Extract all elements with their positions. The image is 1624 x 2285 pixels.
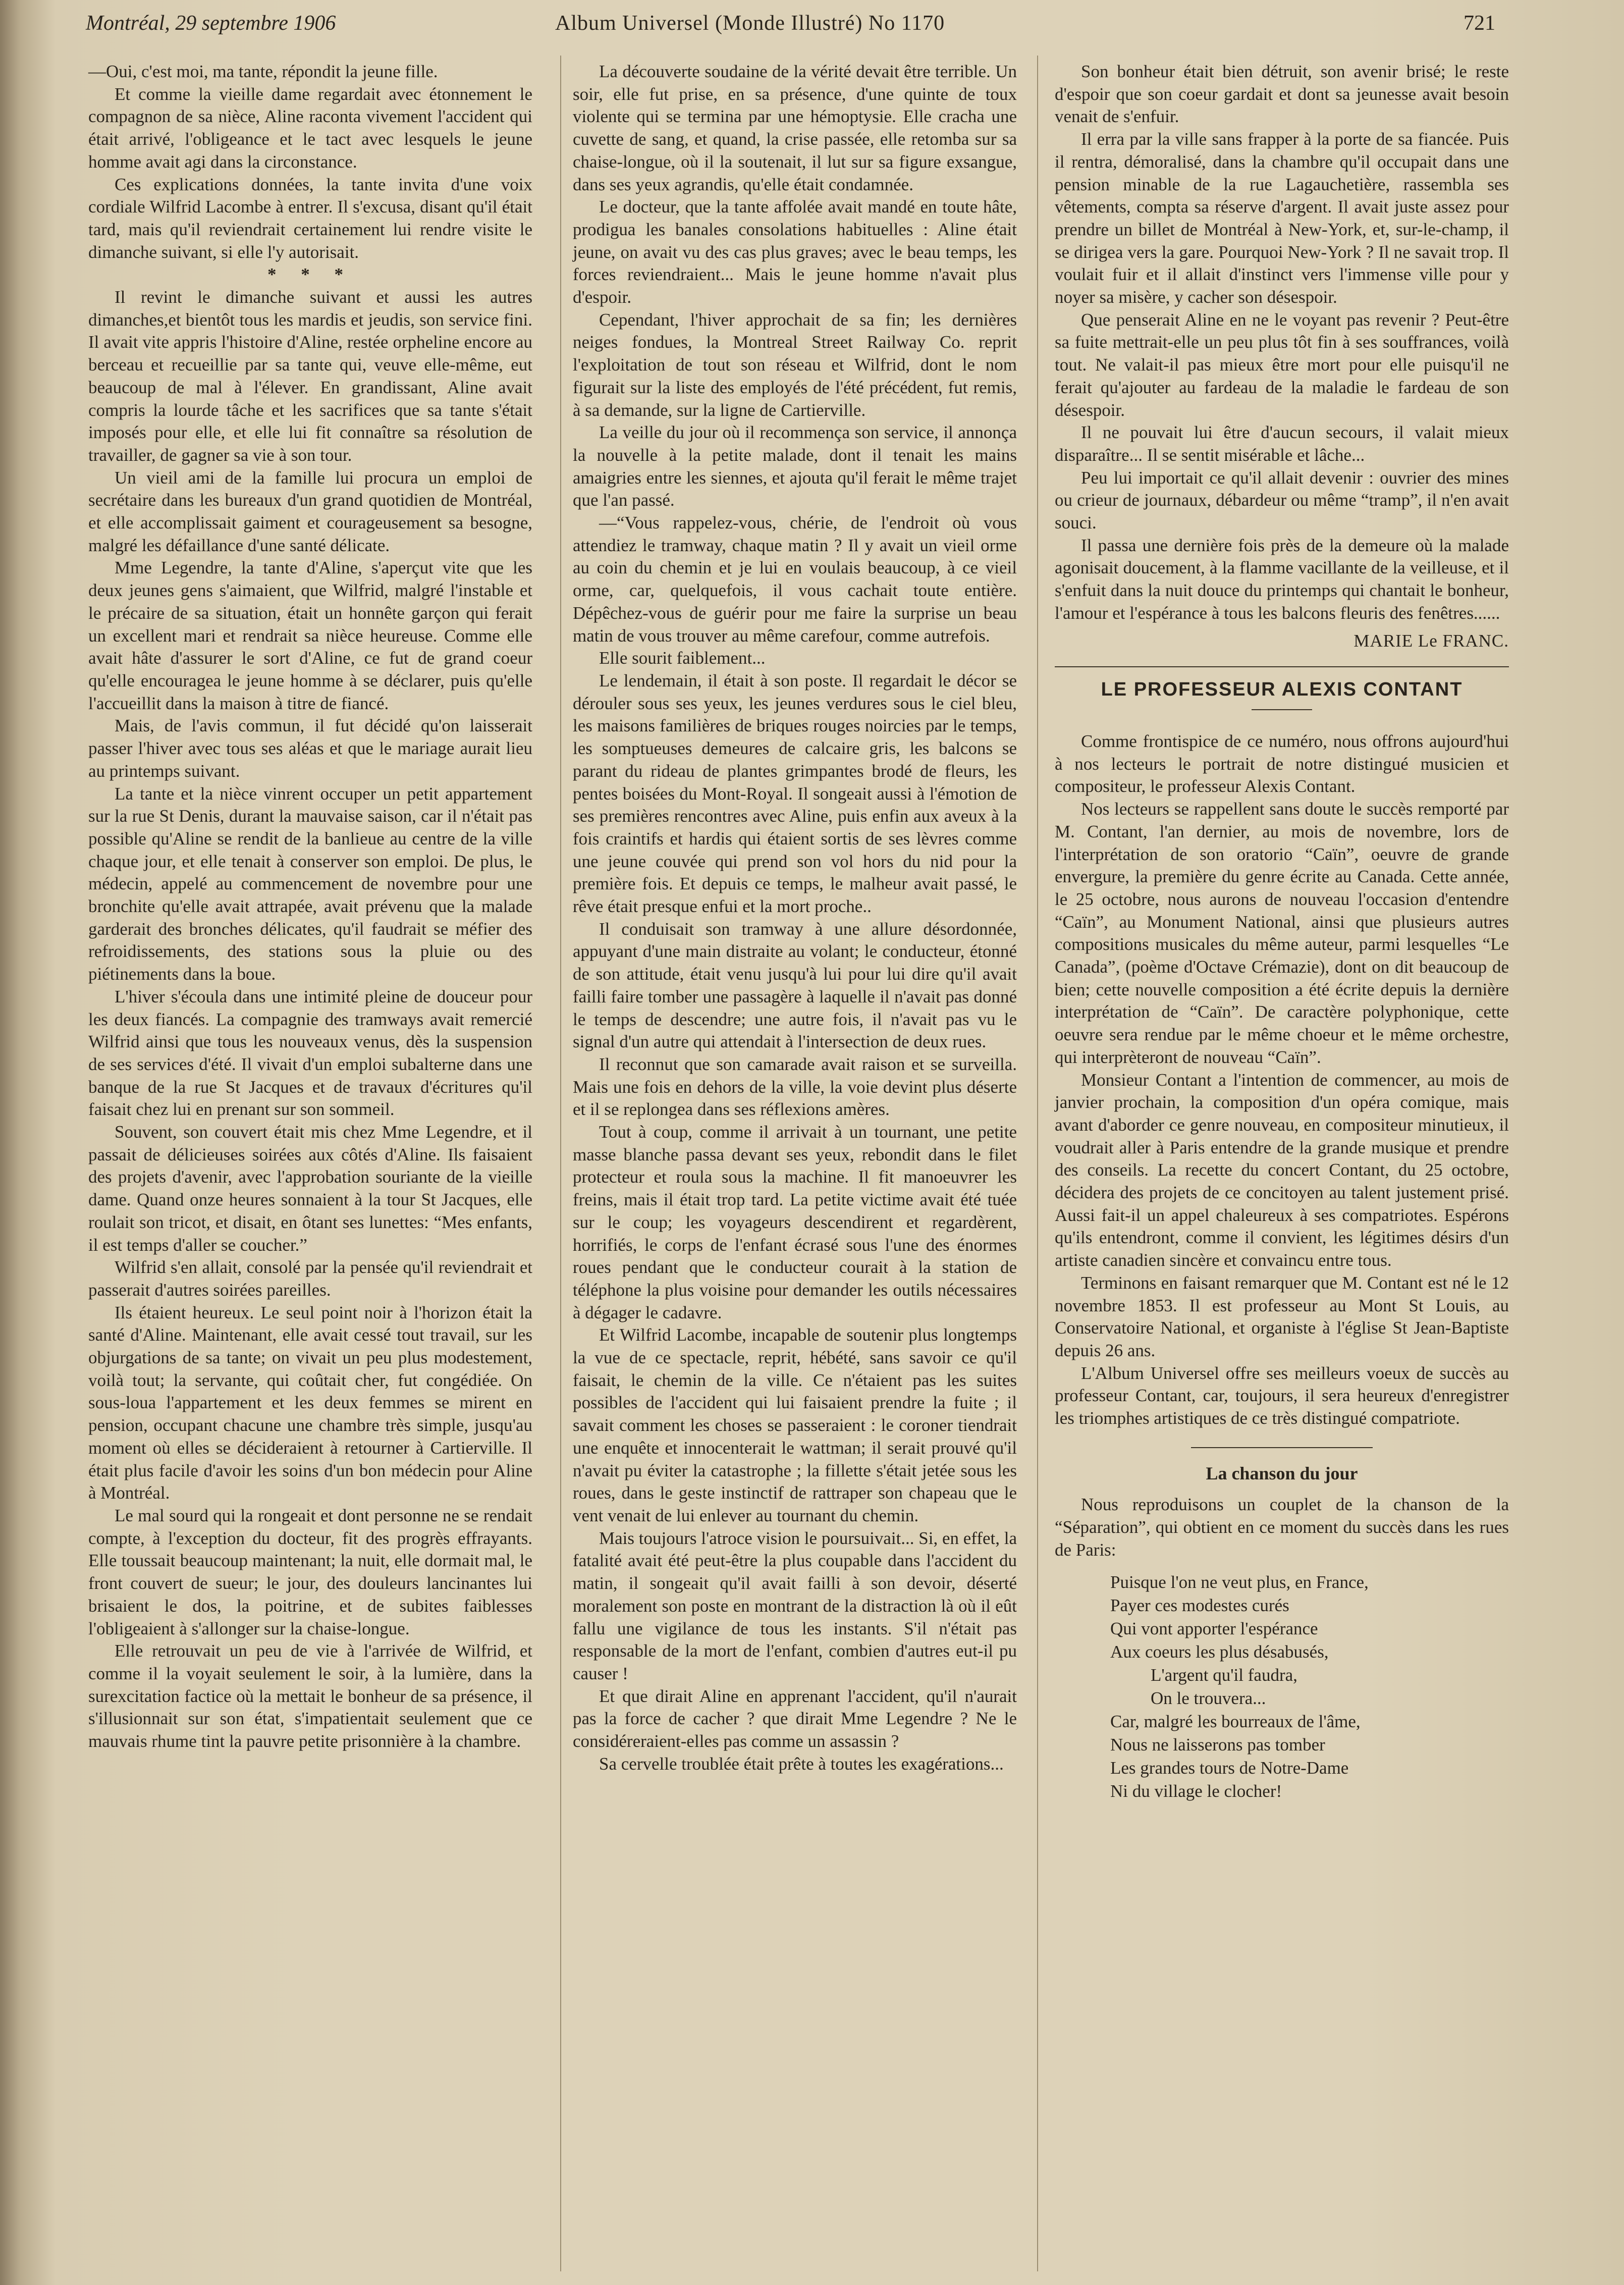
- paragraph: Peu lui importait ce qu'il allait devenir : ouvrier des mines ou crieur de journaux, débardeur ou même “tramp”, il n'en avait souci.: [1055, 467, 1509, 533]
- paragraph: —“Vous rappelez-vous, chérie, de l'endroit où vous attendiez le tramway, chaque matin ? Il y avait un vieil orme au coin du chemin et je lui en voulais beaucoup, à ce vieil orme, car, quelquefois, il vous cachait toute entière. Dépêchez-vous de guérir pour me faire la surprise un beau matin de vous trouver au même carefour, comme autrefois.: [573, 513, 1017, 646]
- paragraph: Tout à coup, comme il arrivait à un tournant, une petite masse blanche passa devant ses yeux, rebondit dans le filet protecteur et roula sous la machine. Il fit manoeuvrer les freins, mais il était trop tard. La petite victime avait été tuée sur le coup; les voyageurs descendirent et regardèrent, horrifiés, le corps de l'enfant écrasé sous l'une des énormes roues pendant que le conducteur courait à la station de téléphone la plus voisine pour demander les outils nécessaires à dégager le cadavre.: [573, 1122, 1017, 1322]
- section-separator: * * *: [267, 264, 353, 285]
- page-header: [86, 11, 1495, 41]
- page-number: 721: [1464, 12, 1495, 35]
- paragraph: Elle retrouvait un peu de vie à l'arrivée de Wilfrid, et comme il la voyait seulement le soir, à la lumière, dans la surexcitation factice où la mettait le bonheur de sa présence, il s'illusionnait sur son état, s'impatientait seulement que ce mauvais rhume tint la pauvre petite prisonnière à la chambre.: [88, 1641, 532, 1751]
- paragraph: La tante et la nièce vinrent occuper un petit appartement sur la rue St Denis, durant la mauvaise saison, car il n'était pas possible qu'Aline se rendit de la banlieue au centre de la ville chaque jour, et elle tenait à conserver son emploi. De plus, le médecin, appelé au commencement de novembre pour une bronchite qu'elle avait attrapée, avait prévenu que la malade garderait des bronches délicates, qu'il faudrait se méfier des refroidissements, des stations sous la pluie ou des piétinements dans la boue.: [88, 783, 532, 984]
- paragraph: Il ne pouvait lui être d'aucun secours, il valait mieux disparaître... Il se sentit misérable et lâche...: [1055, 422, 1509, 465]
- paragraph: Il conduisait son tramway à une allure désordonnée, appuyant d'une main distraite au volant; le conducteur, étonné de son attitude, était venu jusqu'à lui pour lui dire qu'il avait failli faire tomber une passagère à laquelle il n'avait pas donné le temps de descendre; une autre fois, il n'avait pas vu le signal d'un autre qui attendait à l'intersection de deux rues.: [573, 919, 1017, 1052]
- paragraph: Il reconnut que son camarade avait raison et se surveilla. Mais une fois en dehors de la ville, la voie devint plus déserte et il se replongea dans ses réflexions amères.: [573, 1054, 1017, 1120]
- paragraph: Le docteur, que la tante affolée avait mandé en toute hâte, prodigua les banales consolations habituelles : Aline était jeune, on avait vu des cas plus graves; avec le beau temps, les forces reviendraient... Mais le jeune homme n'avait plus d'espoir.: [573, 197, 1017, 307]
- paragraph: Sa cervelle troublée était prête à toutes les exagérations...: [599, 1753, 1004, 1774]
- verse-line: Aux coeurs les plus désabusés,: [1110, 1641, 1329, 1662]
- verse-line: L'argent qu'il faudra,: [1151, 1665, 1297, 1685]
- paragraph: L'hiver s'écoula dans une intimité pleine de douceur pour les deux fiancés. La compagnie des tramways avait remercié Wilfrid ainsi que tous les nouveaux venus, dès la suspension de ses services d'été. Il vivait d'un emploi subalterne dans une banque de la rue St Jacques et de travaux d'écritures qu'il faisait chez lui en prenant sur son sommeil.: [88, 986, 532, 1120]
- verse-line: Payer ces modestes curés: [1110, 1595, 1289, 1615]
- paragraph: Le mal sourd qui la rongeait et dont personne ne se rendait compte, à l'exception du docteur, fit des progrès effrayants. Elle toussait beaucoup maintenant; la nuit, elle dormait mal, le front couvert de sueur; le jour, des douleurs lancinantes lui brisaient le dos, la poitrine, et de subites faiblesses l'obligeaient à s'allonger sur la chaise-longue.: [88, 1506, 532, 1638]
- chanson-heading: La chanson du jour: [1206, 1463, 1358, 1483]
- paragraph: La veille du jour où il recommença son service, il annonça la nouvelle à la petite malade, dont il tenait les mains amaigries entre les siennes, et ajouta qu'il ferait le même trajet que l'an passé.: [573, 422, 1017, 510]
- paragraph: Ces explications données, la tante invita d'une voix cordiale Wilfrid Lacombe à entrer. Il s'excusa, disant qu'il était tard, mais qu'il reviendrait certainement lui rendre visite le dimanche suivant, si elle l'y autorisait.: [88, 174, 532, 262]
- paragraph: Que penserait Aline en ne le voyant pas revenir ? Peut-être sa fuite mettrait-elle un peu plus tôt fin à ses souffrances, voilà tout. Ne valait-il pas mieux être mort pour elle puisqu'il ne ferait qu'ajouter au fardeau de la maladie le fardeau de son désespoir.: [1055, 309, 1509, 420]
- header-date: Montréal, 29 septembre 1906: [86, 12, 336, 35]
- paragraph: Le lendemain, il était à son poste. Il regardait le décor se dérouler sous ses yeux, les jeunes verdures sous le ciel bleu, les maisons familières de briques rouges noircies par le temps, les somptueuses demeures de calcaire gris, les balcons se parant du rideau de plantes grimpantes brodé de fleurs, les pentes boisées du Mont-Royal. Il songeait aussi à l'émotion de ses premières rencontres avec Aline, puis enfin aux aveux à la fois craintifs et hardis qui étaient sortis de ses lèvres comme une jeune couvée qui prend son vol hors du nid pour la première fois. Et depuis ce temps, le malheur avait passé, le rêve était presque enfui et la mort proche..: [573, 670, 1017, 917]
- paragraph: Terminons en faisant remarquer que M. Contant est né le 12 novembre 1853. Il est professeur au Mont St Louis, au Conservatoire National, et organiste à l'église St Jean-Baptiste depuis 26 ans.: [1055, 1272, 1509, 1360]
- paragraph: Mais toujours l'atroce vision le poursuivait... Si, en effet, la fatalité avait été peut-être la plus coupable dans l'accident du matin, il songeait qu'il avait failli à son devoir, déserté moralement son poste en montrant de la distraction là où il eût fallu une vigilance de tous les instants. S'il n'était pas responsable de la mort de l'enfant, combien d'autres eut-il pu causer !: [573, 1528, 1017, 1683]
- verse-line: Car, malgré les bourreaux de l'âme,: [1110, 1711, 1361, 1731]
- paragraph: Comme frontispice de ce numéro, nous offrons aujourd'hui à nos lecteurs le portrait de notre distingué musicien et compositeur, le professeur Alexis Contant.: [1055, 731, 1509, 796]
- paragraph: Monsieur Contant a l'intention de commencer, au mois de janvier prochain, la composition d'un opéra comique, mais avant d'aborder ce genre nouveau, en compositeur minutieux, il voudrait aller à Paris entendre de la grande musique et prendre des conseils. La recette du concert Contant, du 25 octobre, décidera des projets de ce concitoyen au talent justement prisé. Aussi fait-il un appel chaleureux à ses compatriotes. Espérons qu'ils entendront, comme il convient, les légitimes désirs d'un artiste canadien sincère et convaincu entre tous.: [1055, 1070, 1509, 1270]
- paragraph: Un vieil ami de la famille lui procura un emploi de secrétaire dans les bureaux d'un grand quotidien de Montréal, et elle accomplissait gaiment et courageusement sa besogne, malgré les défaillance d'une santé délicate.: [88, 467, 532, 555]
- paragraph: —Oui, c'est moi, ma tante, répondit la jeune fille.: [88, 62, 438, 81]
- verse-line: On le trouvera...: [1151, 1688, 1266, 1708]
- paragraph: La découverte soudaine de la vérité devait être terrible. Un soir, elle fut prise, en sa présence, d'une quinte de toux violente qui se termina par une hémoptysie. Elle cracha une cuvette de sang, et quand, la crise passée, elle retomba sur sa chaise-longue, où il la soutenait, il lut sur sa figure exsangue, dans ses yeux agrandis, qu'elle était condamnée.: [573, 62, 1017, 194]
- paragraph: Et que dirait Aline en apprenant l'accident, qu'il n'aurait pas la force de cacher ? que dirait Mme Legendre ? Ne le considéreraient-elles pas comme un assassin ?: [573, 1686, 1017, 1751]
- paragraph: Il passa une dernière fois près de la demeure où la malade agonisait doucement, à la flamme vacillante de la veilleuse, et il s'enfuit dans la nuit douce du printemps qui chantait le bonheur, l'amour et l'espérance à tous les balcons fleuris des fenêtres......: [1055, 535, 1509, 623]
- column-3: [1055, 61, 1509, 2271]
- paragraph: Son bonheur était bien détruit, son avenir brisé; le reste d'espoir que son coeur gardait et dont sa jeunesse avait besoin venait de s'enfuir.: [1055, 62, 1509, 127]
- heading-underline: [1252, 709, 1312, 710]
- article-heading: LE PROFESSEUR ALEXIS CONTANT: [1101, 679, 1463, 701]
- author-signature: MARIE Le FRANC.: [1354, 630, 1509, 651]
- paragraph: Wilfrid s'en allait, consolé par la pensée qu'il reviendrait et passerait d'autres soirées pareilles.: [88, 1257, 532, 1300]
- paragraph: Nous reproduisons un couplet de la chanson de la “Séparation”, qui obtient en ce moment du succès dans les rues de Paris:: [1055, 1495, 1509, 1560]
- verse-line: Qui vont apporter l'espérance: [1110, 1618, 1318, 1638]
- column-divider: [560, 56, 561, 2271]
- header-publication: Album Universel (Monde Illustré) No 1170: [555, 12, 945, 35]
- paragraph: Elle sourit faiblement...: [599, 648, 766, 668]
- paragraph: Mme Legendre, la tante d'Aline, s'aperçut vite que les deux jeunes gens s'aimaient, que Wilfrid, malgré l'instable et le précaire de sa situation, était un honnête garçon qui ferait un excellent mari et rendrait sa nièce heureuse. Comme elle avait hâte d'assurer le sort d'Aline, ce fut de grand coeur qu'elle encouragea le jeune homme à se déclarer, puis qu'elle l'accueillit dans la maison à titre de fiancé.: [88, 558, 532, 713]
- column-1: [88, 61, 532, 2271]
- paragraph: Cependant, l'hiver approchait de sa fin; les dernières neiges fondues, la Montreal Street Railway Co. reprit l'exploitation de tout son réseau et Wilfrid, dont le nom figurait sur la liste des employés de l'été précédent, fut remis, à sa demande, sur la ligne de Cartierville.: [573, 309, 1017, 420]
- verse-line: Les grandes tours de Notre-Dame: [1110, 1758, 1349, 1778]
- paragraph: Nos lecteurs se rappellent sans doute le succès remporté par M. Contant, l'an dernier, au mois de novembre, lors de l'interprétation de son oratorio “Caïn”, oeuvre de grande envergure, la première du genre écrite au Canada. Cette année, le 25 octobre, nous aurons de nouveau l'occasion d'entendre “Caïn”, au Monument National, ainsi que plusieurs autres compositions musicales du même auteur, parmi lesquelles “Le Canada”, (poème d'Octave Crémazie), dont on dit beaucoup de bien; cette nouvelle composition a été écrite depuis la dernière interprétation de “Caïn”. De caractère polyphonique, cette oeuvre sera rendue par le même choeur et le même orchestre, qui interprèteront de nouveau “Caïn”.: [1055, 799, 1509, 1067]
- paragraph: Il erra par la ville sans frapper à la porte de sa fiancée. Puis il rentra, démoralisé, dans la chambre qu'il occupait dans une pension minable de la rue Lagauchetière, rassembla ses vêtements, compta sa réserve d'argent. Il avait juste assez pour prendre un billet de Montréal à New-York, et, sur-le-champ, il se dirigea vers la gare. Pourquoi New-York ? Il ne savait trop. Il voulait fuir et il allait d'instinct vers l'immense ville pour y noyer sa misère, y cacher son désespoir.: [1055, 129, 1509, 307]
- verse-line: Puisque l'on ne veut plus, en France,: [1110, 1572, 1369, 1592]
- paragraph: Et comme la vieille dame regardait avec étonnement le compagnon de sa nièce, Aline raconta vivement l'accident qui était arrivé, l'obligeance et le tact avec lesquels le jeune homme avait agi dans la circonstance.: [88, 84, 532, 172]
- paragraph: Il revint le dimanche suivant et aussi les autres dimanches,et bientôt tous les mardis et jeudis, son service fini. Il avait vite appris l'histoire d'Aline, restée orpheline encore au berceau et recueillie par sa tante qui, veuve elle-même, eut beaucoup de mal à l'élever. En grandissant, Aline avait compris la lourde tâche et les sacrifices que sa tante s'était imposés pour elle, et elle lui fit connaître sa résolution de travailler, de gagner sa vie à son tour.: [88, 287, 532, 465]
- column-divider: [1037, 56, 1038, 2271]
- paragraph: Ils étaient heureux. Le seul point noir à l'horizon était la santé d'Aline. Maintenant, elle avait cessé tout travail, sur les objurgations de sa tante; on vivait un peu plus modestement, voilà tout; la servante, qui coûtait cher, fut congédiée. On sous-loua l'appartement et les deux femmes se mirent en pension, occupant chacune une chambre très simple, jusqu'au moment où elles se décideraient à retourner à Cartierville. Il était plus facile d'avoir les soins d'un bon médecin pour Aline à Montréal.: [88, 1302, 532, 1503]
- paragraph: L'Album Universel offre ses meilleurs voeux de succès au professeur Contant, car, toujours, il sera heureux d'enregistrer les triomphes artistiques de ce très distingué compatriote.: [1055, 1363, 1509, 1428]
- verse-line: Ni du village le clocher!: [1110, 1781, 1282, 1801]
- paragraph: Mais, de l'avis commun, il fut décidé qu'on laisserait passer l'hiver avec tous ses aléas et que le mariage aurait lieu au printemps suivant.: [88, 716, 532, 781]
- paragraph: Souvent, son couvert était mis chez Mme Legendre, et il passait de délicieuses soirées aux côtés d'Aline. Ils faisaient des projets d'avenir, avec l'approbation souriante de la vieille dame. Quand onze heures sonnaient à la tour St Jacques, elle roulait son tricot, et disait, en ôtant ses lunettes: “Mes enfants, il est temps d'aller se coucher.”: [88, 1122, 532, 1255]
- section-rule: [1055, 666, 1509, 667]
- paragraph: Et Wilfrid Lacombe, incapable de soutenir plus longtemps la vue de ce spectacle, reprit, hébété, sans savoir ce qu'il faisait, le chemin de la ville. Ce n'étaient pas les suites possibles de l'accident qui lui faisaient prendre la fuite ; il savait comment les choses se passeraient : le coroner tiendrait une enquête et innocenterait le wattman; il serait prouvé qu'il n'avait pu éviter la catastrophe ; la fillette s'était jetée sous les roues, dans le geste instinctif de rattraper son chapeau que le vent venait de lui enlever au tournant du chemin.: [573, 1325, 1017, 1525]
- verse-line: Nous ne laisserons pas tomber: [1110, 1734, 1325, 1755]
- column-2: [573, 61, 1017, 2271]
- section-rule: [1191, 1447, 1373, 1448]
